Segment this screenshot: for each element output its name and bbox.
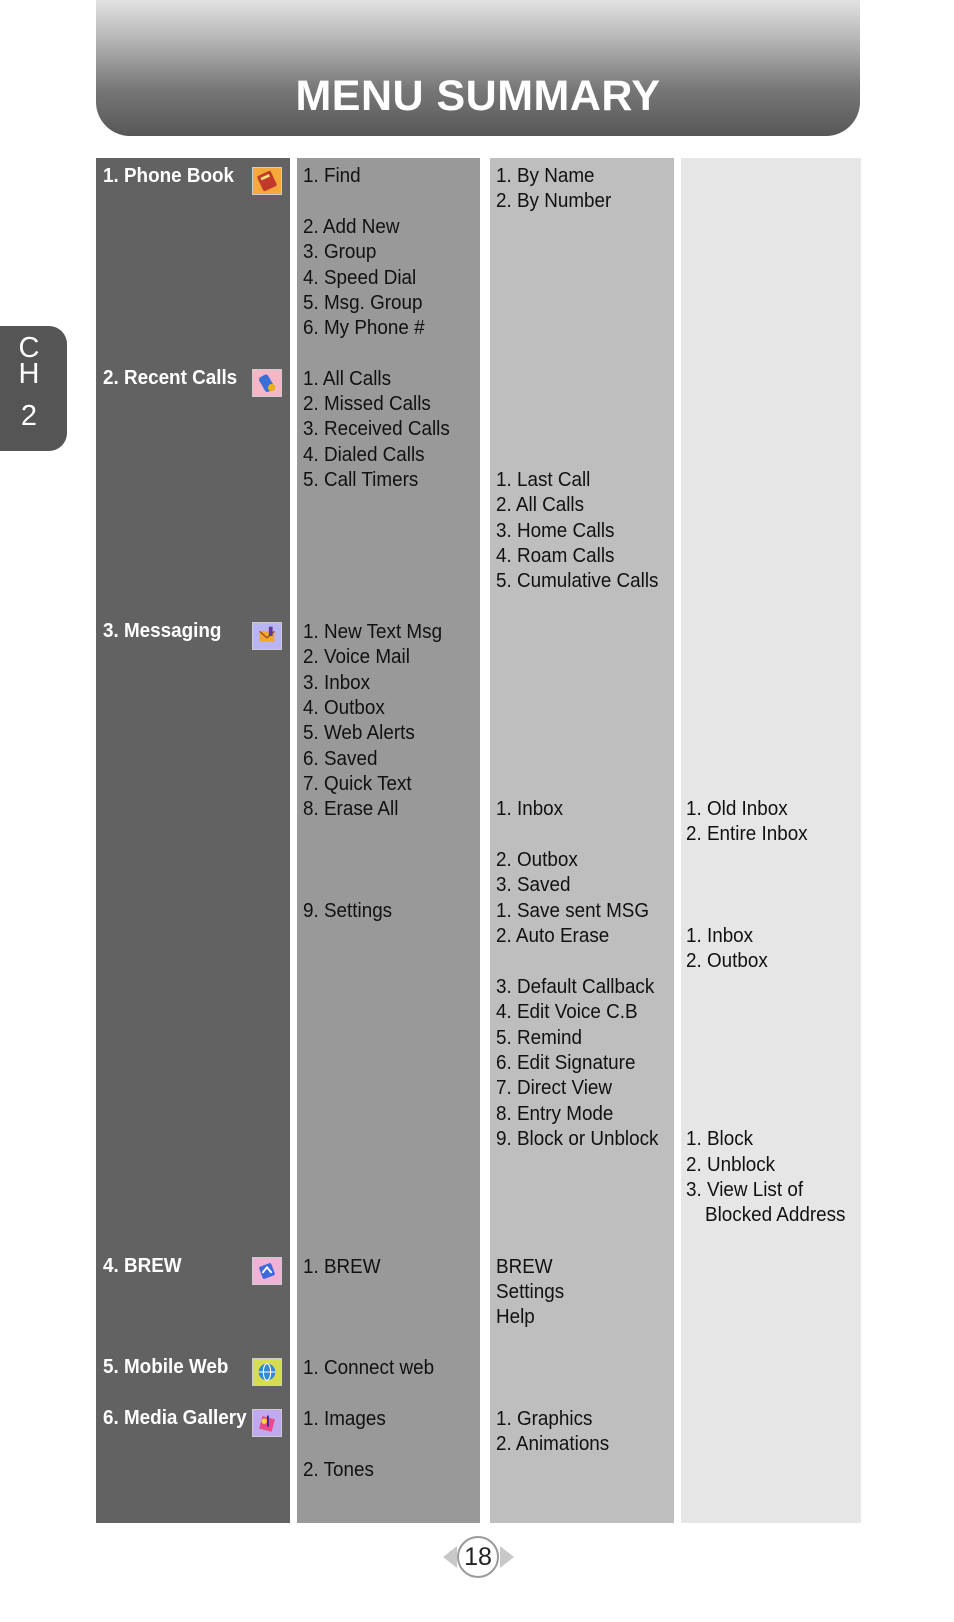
detail-item: 1. Old Inbox (686, 797, 788, 820)
sub-submenu-item: Settings (496, 1280, 565, 1303)
sub-submenu-item: 3. Default Callback (496, 975, 655, 998)
submenu-item: 1. Connect web (303, 1356, 435, 1379)
page-arrow-left-decoration (443, 1546, 457, 1568)
detail-item: 1. Block (686, 1127, 754, 1150)
submenu-item: 2. Add New (303, 215, 400, 238)
chapter-letter-c: C (18, 332, 40, 364)
submenu-item: 4. Speed Dial (303, 266, 417, 289)
submenu-item: 3. Group (303, 240, 377, 263)
brew-icon (252, 1257, 282, 1285)
submenu-item: 3. Received Calls (303, 417, 450, 440)
detail-item: 2. Entire Inbox (686, 822, 808, 845)
sub-submenu-item: 4. Roam Calls (496, 544, 615, 567)
sub-submenu-item: 9. Block or Unblock (496, 1127, 659, 1150)
detail-item: 3. View List of (686, 1178, 804, 1201)
submenu-item: 1. Images (303, 1407, 386, 1430)
sub-submenu-item: 1. Save sent MSG (496, 899, 650, 922)
media-gallery-icon (252, 1409, 282, 1437)
submenu-column (297, 158, 480, 1523)
submenu-item: 1. Find (303, 164, 361, 187)
main-menu-brew: 4. BREW (103, 1254, 182, 1277)
main-menu-media-gallery: 6. Media Gallery (103, 1406, 247, 1429)
sub-submenu-item: 8. Entry Mode (496, 1102, 614, 1125)
submenu-item: 5. Msg. Group (303, 291, 423, 314)
messaging-icon (252, 622, 282, 650)
sub-submenu-item: 5. Cumulative Calls (496, 569, 659, 592)
detail-item: 2. Outbox (686, 949, 768, 972)
header-banner (96, 0, 860, 136)
sub-submenu-item: 1. Graphics (496, 1407, 593, 1430)
sub-submenu-item: 2. Outbox (496, 848, 578, 871)
detail-item: Blocked Address (705, 1203, 846, 1226)
submenu-item: 4. Dialed Calls (303, 443, 425, 466)
mobile-web-icon (252, 1358, 282, 1386)
submenu-item: 5. Call Timers (303, 468, 419, 491)
submenu-item: 8. Erase All (303, 797, 399, 820)
sub-submenu-item: 1. By Name (496, 164, 595, 187)
sub-submenu-item: 2. Animations (496, 1432, 610, 1455)
submenu-item: 2. Tones (303, 1458, 374, 1481)
submenu-item: 1. BREW (303, 1255, 381, 1278)
sub-submenu-item: 5. Remind (496, 1026, 582, 1049)
chapter-tab (0, 326, 67, 451)
sub-submenu-item: 6. Edit Signature (496, 1051, 636, 1074)
main-menu-phone-book: 1. Phone Book (103, 164, 234, 187)
chapter-number: 2 (20, 400, 38, 432)
sub-submenu-item: 4. Edit Voice C.B (496, 1000, 638, 1023)
submenu-item: 3. Inbox (303, 671, 371, 694)
detail-item: 1. Inbox (686, 924, 754, 947)
sub-submenu-item: 2. All Calls (496, 493, 585, 516)
chapter-letter-h: H (18, 358, 40, 390)
submenu-item: 7. Quick Text (303, 772, 412, 795)
main-menu-mobile-web: 5. Mobile Web (103, 1355, 229, 1378)
submenu-item: 2. Missed Calls (303, 392, 431, 415)
submenu-item: 1. All Calls (303, 367, 392, 390)
submenu-item: 4. Outbox (303, 696, 385, 719)
sub-submenu-item: 1. Last Call (496, 468, 591, 491)
sub-submenu-item: 3. Home Calls (496, 519, 615, 542)
sub-submenu-item: Help (496, 1305, 535, 1328)
sub-submenu-item: 1. Inbox (496, 797, 564, 820)
submenu-item: 6. Saved (303, 747, 378, 770)
page-arrow-right-decoration (500, 1546, 514, 1568)
sub-submenu-item: 3. Saved (496, 873, 571, 896)
main-menu-column (96, 158, 290, 1523)
submenu-item: 1. New Text Msg (303, 620, 443, 643)
submenu-item: 6. My Phone # (303, 316, 425, 339)
main-menu-messaging: 3. Messaging (103, 619, 222, 642)
detail-item: 2. Unblock (686, 1153, 776, 1176)
submenu-item: 5. Web Alerts (303, 721, 415, 744)
page-number: 18 (457, 1536, 499, 1578)
sub-submenu-item: BREW (496, 1255, 553, 1278)
sub-submenu-item: 2. Auto Erase (496, 924, 610, 947)
submenu-item: 9. Settings (303, 899, 393, 922)
sub-submenu-item: 2. By Number (496, 189, 612, 212)
sub-submenu-item: 7. Direct View (496, 1076, 613, 1099)
page-title: MENU SUMMARY (295, 72, 661, 120)
submenu-item: 2. Voice Mail (303, 645, 410, 668)
phone-book-icon (252, 167, 282, 195)
main-menu-recent-calls: 2. Recent Calls (103, 366, 238, 389)
recent-calls-icon (252, 369, 282, 397)
